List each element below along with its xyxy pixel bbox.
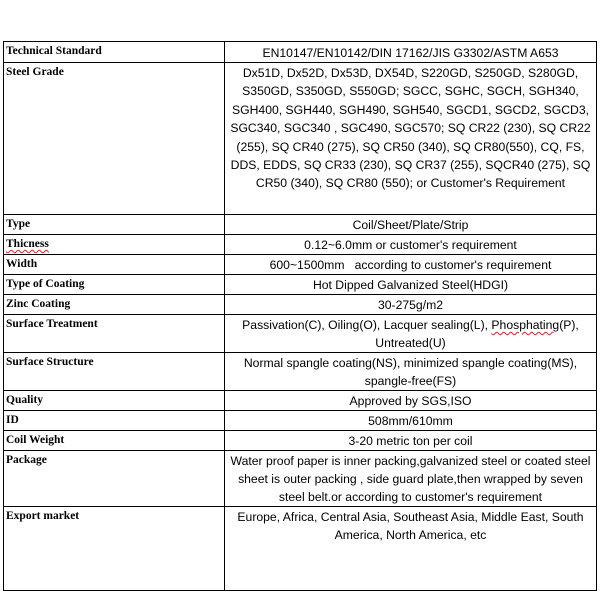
table-row	[4, 353, 597, 391]
table-row	[4, 235, 597, 255]
table-row	[4, 255, 597, 275]
row-label: Width	[4, 255, 225, 275]
row-label-text: Thicness	[6, 238, 49, 250]
surface-treatment-part: Phosphating	[491, 318, 560, 332]
row-value: EN10147/EN10142/DIN 17162/JIS G3302/ASTM A653	[225, 42, 597, 63]
row-label: Type	[4, 215, 225, 235]
row-label: Zinc Coating	[4, 295, 225, 315]
table-row	[4, 42, 597, 63]
row-value: 3-20 metric ton per coil	[225, 431, 597, 451]
row-label: Export market	[4, 507, 225, 591]
table-row	[4, 507, 597, 591]
table-row	[4, 411, 597, 431]
table-row	[4, 215, 597, 235]
row-value: Approved by SGS,ISO	[225, 391, 597, 411]
row-label: Coil Weight	[4, 431, 225, 451]
row-label: ID	[4, 411, 225, 431]
row-value: 0.12~6.0mm or customer's requirement	[225, 235, 597, 255]
row-value: 508mm/610mm	[225, 411, 597, 431]
row-label: Surface Structure	[4, 353, 225, 391]
row-value: 600~1500mm according to customer's requirement	[225, 255, 597, 275]
table-row	[4, 451, 597, 507]
row-label	[4, 235, 225, 255]
row-value: Dx51D, Dx52D, Dx53D, DX54D, S220GD, S250GD, S280GD, S350GD, S350GD, S550GD; SGCC, SGHC, SGCH, SGH340, SGH400, SGH440, SGH490, SGH540, SGCD1, SGCD2, SGCD3, SGC340, SGC340 , SGC490, SGC570; SQ CR22 (230), SQ CR22 (255), SQ CR40 (275), SQ CR50 (340), SQ CR80(550), CQ, FS, DDS, EDDS, SQ CR33 (230), SQ CR37 (255), SQCR40 (275), SQ CR50 (340), SQ CR80 (550); or Customer's Requirement	[225, 63, 597, 215]
table-row	[4, 275, 597, 295]
row-value: Coil/Sheet/Plate/Strip	[225, 215, 597, 235]
row-value: Normal spangle coating(NS), minimized spangle coating(MS), spangle-free(FS)	[225, 353, 597, 391]
table-row	[4, 315, 597, 353]
table-row	[4, 63, 597, 215]
row-value: Water proof paper is inner packing,galvanized steel or coated steel sheet is outer packing , side guard plate,then wrapped by seven steel belt.or according to customer's requirement	[225, 451, 597, 507]
table-row	[4, 431, 597, 451]
row-label: Package	[4, 451, 225, 507]
row-value	[225, 315, 597, 353]
row-value: Hot Dipped Galvanized Steel(HDGI)	[225, 275, 597, 295]
table-row	[4, 391, 597, 411]
row-label: Steel Grade	[4, 63, 225, 215]
row-label: Type of Coating	[4, 275, 225, 295]
specification-table	[3, 41, 597, 591]
surface-treatment-part: Passivation(C), Oiling(O), Lacquer sealing(L),	[242, 318, 492, 332]
row-value: 30-275g/m2	[225, 295, 597, 315]
table-row	[4, 295, 597, 315]
row-label: Technical Standard	[4, 42, 225, 63]
row-label: Quality	[4, 391, 225, 411]
row-value: Europe, Africa, Central Asia, Southeast Asia, Middle East, South America, North America, etc	[225, 507, 597, 591]
row-label: Surface Treatment	[4, 315, 225, 353]
surface-treatment-part: (P), Untreated(U)	[375, 318, 579, 350]
